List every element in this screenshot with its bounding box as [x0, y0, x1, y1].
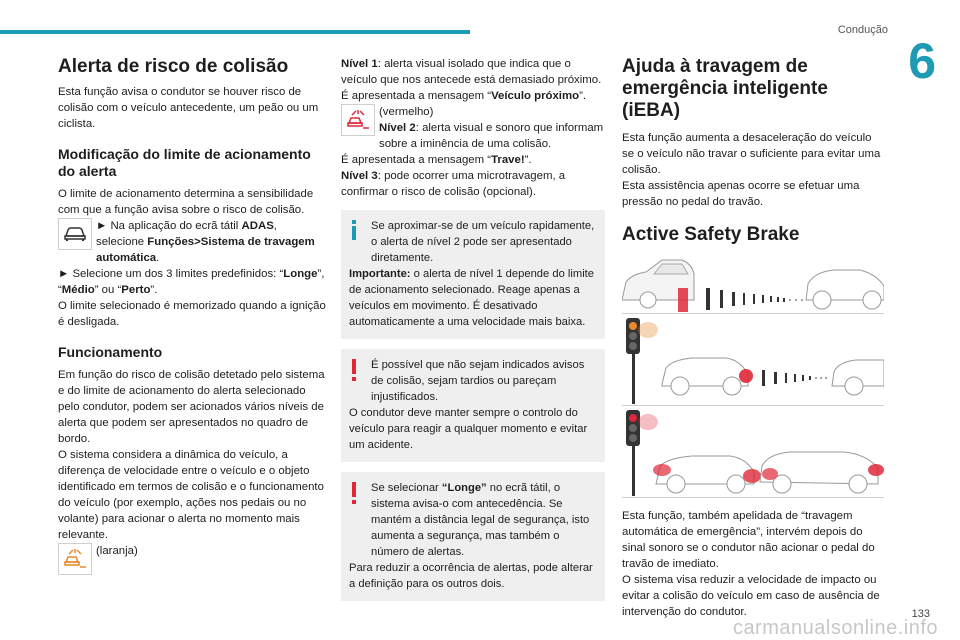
collision-warning-icon-red — [341, 104, 375, 136]
asb-text-1: Esta função, também apelidada de “travagem automática de emergência”, intervém depois do sinal sonoro se o condutor não acionar o pedal do travão de imediato. — [622, 510, 875, 570]
subsection-title-operation: Funcionamento — [58, 344, 163, 360]
level-1-text: Nível 1: alerta visual isolado que indica que o veículo que nos antecede está demasiado próximo. — [341, 58, 602, 86]
info-note-text-1: Se aproximar-se de um veículo rapidamente, o alerta de nível 2 pode ser apresentado diretamente. — [371, 220, 595, 264]
figure-emergency-braking — [622, 406, 884, 498]
column-3 — [622, 56, 884, 620]
collision-warning-icon-orange — [58, 543, 92, 575]
column-2 — [341, 56, 605, 601]
level-2-text-a: Nível 2: alerta visual e sonoro que informam sobre a iminência de uma colisão. — [379, 122, 604, 150]
header-accent-bar — [0, 30, 470, 34]
operation-text-1: Em função do risco de colisão detetado pelo sistema e do limite de acionamento do alerta selecionado pelo condutor, podem ser acionados vários níveis de alerta que podem ser apresentados no quadro de bordo. — [58, 369, 325, 445]
warning-icon — [351, 482, 357, 504]
level-2-message: É apresentada a mensagem “Trave!”. — [341, 154, 532, 166]
info-icon — [351, 220, 357, 240]
warning-note-2-text-2: Para reduzir a ocorrência de alertas, pode alterar a definição para os outros dois. — [349, 562, 593, 590]
red-label: (vermelho) — [379, 106, 434, 118]
ieba-text-2: Esta assistência apenas ocorre se efetuar uma pressão no pedal do travão. — [622, 180, 860, 208]
page-number: 133 — [911, 608, 930, 620]
section-title-asb: Active Safety Brake — [622, 224, 800, 245]
threshold-step-1-text: ► Na aplicação do ecrã tátil ADAS, selecione Funções>Sistema de travagem automática. — [96, 220, 315, 264]
threshold-step-1 — [58, 218, 326, 266]
warning-note-1-text-1: É possível que não sejam indicados avisos de colisão, sejam tardios ou pareçam injustificados. — [371, 359, 585, 403]
level-3-text: Nível 3: pode ocorrer uma microtravagem, a confirmar o risco de colisão (opcional). — [341, 170, 566, 198]
warning-note-1 — [341, 349, 605, 462]
threshold-step-2-text: ► Selecione um dos 3 limites predefinidos: “Longe”, “Médio” ou “Perto”. — [58, 268, 325, 296]
warning-note-2-text-1: Se selecionar “Longe” no ecrã tátil, o sistema avisa-o com antecedência. Se mantém a distância legal de segurança, isto aumenta a segurança, mas também o número de alertas. — [371, 482, 590, 558]
asb-text-2: O sistema visa reduzir a velocidade de impacto ou evitar a colisão do veículo em caso de ausência de intervenção do condutor. — [622, 574, 880, 618]
level-1-message: É apresentada a mensagem “Veículo próximo”. — [341, 90, 587, 102]
info-note — [341, 210, 605, 339]
figure-traffic-light-alert — [622, 314, 884, 406]
section-title-collision-alert: Alerta de risco de colisão — [58, 56, 289, 77]
column-1 — [58, 56, 326, 575]
threshold-text: O limite de acionamento determina a sensibilidade com que a função avisa sobre o risco de colisão. — [58, 188, 314, 216]
orange-alert-line — [58, 543, 326, 575]
info-note-text-2: Importante: o alerta de nível 1 depende do limite de acionamento selecionado. Reage apenas a veículos em movimento. É desativado automaticamente a uma velocidade mais baixa. — [349, 268, 595, 328]
operation-text-2: O sistema considera a dinâmica do veículo, a diferença de velocidade entre o veículo e o objeto identificado em termos de colisão e o funcionamento do veículo (por exemplo, ações nos pedais ou no volante) para acionar o alerta no momento mais relevante. — [58, 449, 324, 541]
subsection-title-threshold: Modificação do limite de acionamento do alerta — [58, 146, 311, 179]
threshold-memory-text: O limite selecionado é memorizado quando a ignição é desligada. — [58, 300, 326, 328]
car-front-icon — [58, 218, 92, 250]
figure-car-approaching — [622, 252, 884, 314]
warning-note-1-text-2: O condutor deve manter sempre o controlo do veículo para reagir a qualquer momento e evitar um acidente. — [349, 407, 588, 451]
orange-label: (laranja) — [96, 545, 138, 557]
watermark: carmanualsonline.info — [732, 617, 938, 639]
chapter-number: 6 — [908, 33, 936, 89]
warning-icon — [351, 359, 357, 381]
intro-text: Esta função avisa o condutor se houver risco de colisão com o veículo antecedente, um peão ou um ciclista. — [58, 86, 319, 130]
red-alert-line — [341, 104, 605, 152]
chapter-title: Condução — [837, 24, 888, 36]
warning-note-2 — [341, 472, 605, 601]
ieba-text-1: Esta função aumenta a desaceleração do veículo se o veículo não travar o suficiente para evitar uma colisão. — [622, 132, 881, 176]
section-title-ieba: Ajuda à travagem de emergência inteligente (iEBA) — [622, 56, 828, 121]
